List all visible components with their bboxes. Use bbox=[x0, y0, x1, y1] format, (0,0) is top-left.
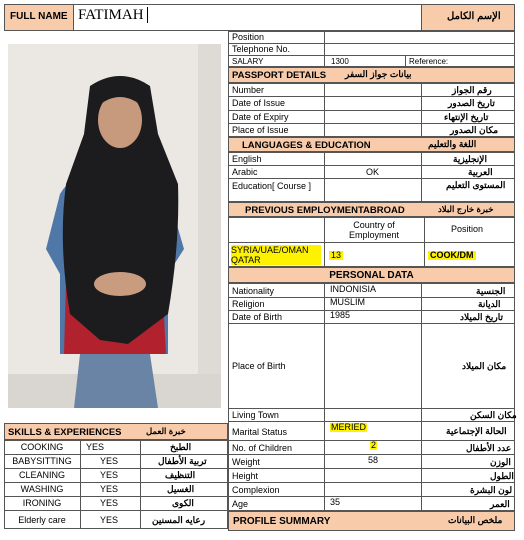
complexion-arabic: لون البشرة bbox=[470, 485, 513, 495]
reference-label: Reference: bbox=[409, 57, 449, 66]
employment-title-arabic: خبرة خارج البلاد bbox=[438, 204, 494, 214]
text-cursor bbox=[147, 7, 148, 23]
living-town-arabic: مكان السكن bbox=[470, 410, 517, 420]
age-arabic: العمر bbox=[490, 499, 510, 509]
employment-col-position: Position bbox=[451, 224, 484, 234]
date-of-expiry-label: Date of Expiry bbox=[232, 112, 289, 122]
skill-ironing-arabic: الكوى bbox=[172, 498, 194, 508]
nationality-value: INDONISIA bbox=[330, 284, 377, 294]
languages-title: LANGUAGES & EDUCATION bbox=[242, 140, 371, 151]
passport-number-label: Number bbox=[232, 85, 265, 95]
skills-title: SKILLS & EXPERIENCES bbox=[8, 427, 122, 438]
date-of-issue-label: Date of Issue bbox=[232, 98, 286, 108]
dob-label: Date of Birth bbox=[232, 312, 283, 322]
passport-number-arabic: رقم الجواز bbox=[452, 85, 492, 95]
weight-label: Weight bbox=[232, 457, 260, 467]
nationality-arabic: الجنسية bbox=[476, 286, 506, 296]
arabic-arabic: العربية bbox=[468, 167, 493, 177]
passport-title: PASSPORT DETAILS bbox=[232, 70, 327, 81]
english-label: English bbox=[232, 154, 262, 164]
profile-title-arabic: ملخص البيانات bbox=[448, 515, 503, 525]
employment-countries: SYRIA/UAE/OMAN QATAR bbox=[231, 245, 321, 265]
skills-title-arabic: خبرة العمل bbox=[146, 426, 186, 436]
skill-washing-value: YES bbox=[100, 484, 119, 494]
dob-arabic: تاريخ الميلاد bbox=[460, 312, 503, 322]
dob-value: 1985 bbox=[330, 310, 351, 320]
skill-cooking-value: YES bbox=[86, 442, 105, 452]
date-of-expiry-arabic: تاريخ الإنتهاء bbox=[444, 112, 489, 122]
skill-washing-arabic: الغسيل bbox=[167, 484, 195, 494]
telephone-label: Telephone No. bbox=[232, 44, 291, 54]
skill-washing-label: WASHING bbox=[20, 484, 64, 494]
passport-title-arabic: بيانات جواز السفر bbox=[345, 69, 412, 79]
complexion-label: Complexion bbox=[232, 485, 280, 495]
page-bottom-edge bbox=[0, 533, 524, 540]
pob-label: Place of Birth bbox=[232, 361, 286, 371]
age-value: 35 bbox=[330, 497, 341, 507]
employment-title: PREVIOUS EMPLOYMENTABROAD bbox=[245, 205, 405, 216]
languages-title-arabic: اللغة والتعليم bbox=[428, 139, 477, 149]
nationality-label: Nationality bbox=[232, 286, 275, 296]
height-label: Height bbox=[232, 471, 259, 481]
skill-cooking-label: COOKING bbox=[20, 442, 64, 452]
position-label: Position bbox=[232, 32, 265, 42]
education-arabic: المستوى التعليم bbox=[446, 180, 506, 190]
arabic-label: Arabic bbox=[232, 167, 258, 177]
place-of-issue-arabic: مكان الصدور bbox=[450, 125, 499, 135]
skill-ironing-label: IRONING bbox=[22, 498, 62, 508]
skill-ironing-value: YES bbox=[100, 498, 119, 508]
full-name-label: FULL NAME bbox=[10, 11, 68, 22]
height-arabic: الطول bbox=[490, 471, 514, 481]
skill-elderly-label: Elderly care bbox=[18, 515, 66, 525]
profile-title: PROFILE SUMMARY bbox=[233, 516, 331, 527]
children-label: No. of Children bbox=[232, 443, 293, 453]
salary-label: SALARY bbox=[232, 57, 264, 66]
marital-arabic: الحالة الإجتماعية bbox=[446, 426, 507, 436]
skill-babysitting-arabic: تربية الأطفال bbox=[158, 456, 207, 466]
arabic-level-value: OK bbox=[366, 167, 380, 177]
candidate-photo-illustration bbox=[8, 44, 221, 408]
marital-label: Marital Status bbox=[232, 427, 288, 437]
religion-arabic: الديانة bbox=[478, 299, 501, 309]
skill-babysitting-label: BABYSITTING bbox=[12, 456, 72, 466]
candidate-photo bbox=[8, 44, 221, 408]
full-name-arabic: الإسم الكامل bbox=[447, 11, 501, 22]
salary-value: 1300 bbox=[331, 57, 349, 66]
religion-value: MUSLIM bbox=[330, 297, 366, 307]
weight-arabic: الوزن bbox=[490, 457, 511, 467]
skill-cooking-arabic: الطبخ bbox=[170, 442, 192, 452]
children-arabic: عدد الأطفال bbox=[466, 443, 512, 453]
skill-cleaning-arabic: التنظيف bbox=[165, 470, 196, 480]
skill-elderly-arabic: رعايه المسنين bbox=[152, 515, 206, 525]
marital-value: MERIED bbox=[331, 422, 367, 432]
employment-years: 13 bbox=[331, 250, 342, 260]
place-of-issue-label: Place of Issue bbox=[232, 125, 289, 135]
living-town-label: Living Town bbox=[232, 410, 279, 420]
skill-elderly-value: YES bbox=[100, 515, 119, 525]
date-of-issue-arabic: تاريخ الصدور bbox=[448, 98, 495, 108]
religion-label: Religion bbox=[232, 299, 265, 309]
personal-title: PERSONAL DATA bbox=[329, 270, 414, 281]
pob-arabic: مكان الميلاد bbox=[462, 361, 507, 371]
skill-cleaning-value: YES bbox=[100, 470, 119, 480]
employment-col-country: Country of Employment bbox=[348, 220, 400, 240]
employment-position-value: COOK/DM bbox=[430, 250, 474, 260]
skill-cleaning-label: CLEANING bbox=[18, 470, 65, 480]
age-label: Age bbox=[232, 499, 249, 509]
english-arabic: الإنجليزية bbox=[453, 154, 487, 164]
full-name-value: FATIMAH bbox=[78, 7, 144, 23]
children-value: 2 bbox=[371, 440, 377, 450]
skill-babysitting-value: YES bbox=[100, 456, 119, 466]
education-label: Education[ Course ] bbox=[232, 181, 312, 191]
weight-value: 58 bbox=[368, 455, 379, 465]
